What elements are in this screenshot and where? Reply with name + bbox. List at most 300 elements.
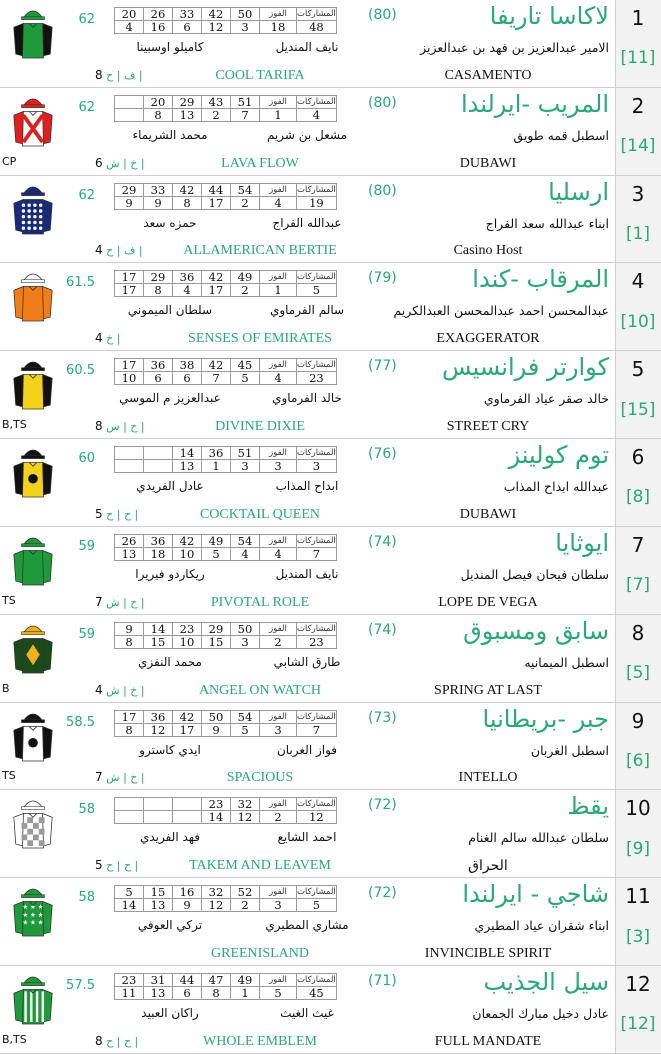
- stat-cell: 12: [297, 811, 337, 824]
- form-stats-table: [114, 534, 337, 561]
- stat-cell: 16: [144, 21, 173, 34]
- stat-cell: 8: [115, 723, 144, 736]
- stat-cell: 17: [115, 710, 144, 723]
- stat-cell: 6: [173, 372, 202, 385]
- draw-number: [10]: [620, 311, 656, 332]
- trainer-name: ايدي كاسترو: [139, 742, 201, 757]
- stat-cell: 52: [231, 886, 260, 899]
- stat-cell: 2: [260, 635, 297, 648]
- wins-header: الفوز: [260, 886, 297, 899]
- draw-number: [9]: [625, 838, 651, 859]
- stat-cell: 10: [115, 372, 144, 385]
- horse-name-arabic[interactable]: سيل الجذيب: [483, 968, 609, 997]
- stat-cell: [173, 798, 202, 811]
- horse-name-arabic[interactable]: يقظ: [567, 792, 609, 821]
- gear-info: [95, 770, 145, 784]
- runner-row[interactable]: [0, 0, 661, 88]
- rating: (74): [368, 621, 397, 638]
- stat-cell: 5: [231, 372, 260, 385]
- owner-name: اسطبل قمه طويق: [513, 127, 609, 143]
- stat-cell: 5: [297, 899, 337, 912]
- gear-codes: ح | س |: [106, 420, 145, 434]
- stat-cell: 5: [115, 886, 144, 899]
- jockey-silks-icon: [10, 884, 56, 940]
- stat-cell: 17: [173, 723, 202, 736]
- svg-text:★: ★: [22, 918, 29, 927]
- stat-cell: [115, 811, 144, 824]
- horse-name-english[interactable]: LAVA FLOW: [221, 155, 299, 171]
- horse-number: 7: [631, 532, 645, 557]
- stat-cell: 42: [173, 710, 202, 723]
- stat-cell: 3: [231, 635, 260, 648]
- weight: 59: [78, 538, 95, 554]
- jockey-silks-icon: [10, 709, 56, 765]
- gear-info: [95, 858, 138, 872]
- stat-cell: 36: [144, 710, 173, 723]
- gear-info: [95, 507, 138, 521]
- stat-cell: 19: [297, 196, 337, 209]
- jockey-name: فواز الغربان: [276, 742, 338, 757]
- gear-codes: خ |: [106, 332, 121, 346]
- stat-cell: 51: [231, 95, 260, 108]
- weight: 59: [78, 626, 95, 642]
- stat-cell: 49: [231, 271, 260, 284]
- equipment-label: B,TS: [2, 418, 27, 432]
- runner-row[interactable]: [0, 790, 661, 878]
- stat-cell: 9: [144, 196, 173, 209]
- horse-number: 2: [631, 93, 645, 118]
- draw-number: [15]: [620, 399, 656, 420]
- stat-cell: 8: [144, 108, 173, 121]
- trainer-name: عبدالعزيز م الموسي: [119, 391, 221, 406]
- horse-name-arabic[interactable]: كوارتر فرانسيس: [442, 353, 609, 382]
- stat-cell: 4: [173, 284, 202, 297]
- horse-name-arabic[interactable]: ايوثايا: [555, 528, 609, 557]
- horse-name-english[interactable]: ALLAMERICAN BERTIE: [183, 243, 337, 259]
- svg-text:★: ★: [22, 911, 29, 920]
- gear-codes: ح | ح |: [106, 859, 139, 873]
- horse-name-english[interactable]: SENSES OF EMIRATES: [188, 331, 332, 347]
- stat-cell: 36: [144, 359, 173, 372]
- starts-header: المشاركات: [297, 711, 336, 722]
- rating: (76): [368, 446, 397, 463]
- form-stats-table: [114, 446, 337, 473]
- starts-header: المشاركات: [297, 623, 336, 634]
- stat-cell: 29: [173, 95, 202, 108]
- stat-cell: 7: [231, 108, 260, 121]
- horse-number: 5: [631, 357, 645, 382]
- draw-number: [12]: [620, 1014, 656, 1035]
- gear-info: [95, 1034, 138, 1048]
- stat-cell: 50: [202, 710, 231, 723]
- runner-row[interactable]: [0, 703, 661, 791]
- draw-number: [8]: [625, 487, 651, 508]
- horse-number: 4: [631, 269, 645, 294]
- stat-cell: 12: [144, 723, 173, 736]
- horse-name-english[interactable]: TAKEM AND LEAVEM: [189, 858, 331, 874]
- jockey-silks-icon: [10, 269, 56, 325]
- gear-number: 4: [95, 243, 103, 258]
- starts-header: المشاركات: [297, 448, 336, 459]
- stat-cell: [115, 95, 144, 108]
- runner-row[interactable]: [0, 527, 661, 615]
- starts-header: المشاركات: [297, 272, 336, 283]
- gear-codes: خ | ش |: [106, 156, 145, 170]
- stat-cell: 9: [173, 899, 202, 912]
- stat-cell: 44: [202, 183, 231, 196]
- owner-name: عبدالمحسن احمد عبدالمحسن العبدالكريم: [393, 303, 609, 319]
- jockey-name: نايف المنديل: [275, 566, 339, 581]
- stat-cell: 17: [115, 284, 144, 297]
- horse-name-arabic[interactable]: المرقاب -كندا: [472, 265, 609, 294]
- stat-cell: 17: [115, 359, 144, 372]
- stat-cell: 2: [260, 811, 297, 824]
- gear-codes: ح | ش |: [106, 595, 145, 609]
- horse-name-arabic[interactable]: شاجي - ايرلندا: [462, 880, 609, 909]
- sire-name: DUBAWI: [459, 506, 517, 522]
- gear-codes: ف | ح |: [106, 244, 143, 258]
- horse-name-english[interactable]: PIVOTAL ROLE: [210, 594, 310, 610]
- form-stats-table: [114, 183, 337, 210]
- stat-cell: 51: [231, 447, 260, 460]
- trainer-name: عادل الفريدي: [136, 479, 204, 494]
- trainer-name: كاميلو اوسبينا: [136, 40, 204, 54]
- stat-cell: 13: [144, 899, 173, 912]
- equipment-label: CP: [2, 154, 17, 168]
- stat-cell: 3: [260, 460, 297, 473]
- wins-header: الفوز: [260, 622, 297, 635]
- draw-number: [14]: [620, 136, 656, 157]
- stat-cell: 31: [144, 974, 173, 987]
- gear-info: [95, 595, 145, 609]
- owner-name: اسطبل الميمانيه: [524, 654, 609, 670]
- stat-cell: [144, 447, 173, 460]
- horse-number: 8: [631, 620, 645, 645]
- rating: (71): [368, 973, 397, 990]
- runner-row[interactable]: [0, 878, 661, 966]
- starts-header: المشاركات: [297, 799, 336, 810]
- stat-cell: 45: [231, 359, 260, 372]
- runner-row[interactable]: [0, 439, 661, 527]
- stat-cell: 26: [144, 8, 173, 21]
- horse-name-english[interactable]: GREENISLAND: [211, 946, 309, 962]
- horse-name-english[interactable]: SPACIOUS: [226, 770, 294, 786]
- jockey-name: غيث الغيث: [280, 1006, 334, 1021]
- sire-name: DUBAWI: [459, 155, 517, 171]
- stat-cell: 42: [173, 183, 202, 196]
- rating: (80): [368, 7, 397, 23]
- stat-cell: 1: [260, 108, 297, 121]
- stat-cell: 17: [115, 271, 144, 284]
- jockey-silks-icon: [10, 182, 56, 238]
- stat-cell: 14: [202, 811, 231, 824]
- horse-number: 1: [631, 6, 645, 30]
- jockey-name: سالم الفرماوي: [269, 303, 345, 318]
- stat-cell: 42: [202, 271, 231, 284]
- stat-cell: 17: [202, 196, 231, 209]
- horse-number: 11: [625, 884, 651, 909]
- trainer-name: ريكاردو فيريرا: [135, 566, 205, 581]
- weight: 58.5: [66, 714, 95, 730]
- starts-header: المشاركات: [297, 9, 336, 19]
- trainer-name: تركي العوفي: [137, 918, 203, 933]
- stat-cell: 11: [115, 987, 144, 1000]
- stat-cell: 9: [115, 622, 144, 635]
- stat-cell: 26: [115, 534, 144, 547]
- owner-name: خالد صقر عياد الفرماوي: [483, 391, 609, 407]
- gear-number: 4: [95, 682, 103, 697]
- stat-cell: 3: [260, 723, 297, 736]
- stat-cell: 23: [297, 635, 337, 648]
- stat-cell: 23: [173, 622, 202, 635]
- stat-cell: 36: [144, 534, 173, 547]
- gear-codes: ف | ح |: [106, 68, 143, 82]
- horse-name-english[interactable]: COOL TARIFA: [215, 67, 305, 83]
- weight: 60: [78, 451, 95, 467]
- stat-cell: 5: [260, 987, 297, 1000]
- stat-cell: [173, 811, 202, 824]
- wins-header: الفوز: [260, 447, 297, 460]
- gear-number: 7: [95, 770, 103, 785]
- owner-name: سلطان عبدالله سالم الغنام: [468, 830, 609, 846]
- stat-cell: 5: [231, 723, 260, 736]
- trainer-name: راكان العبيد: [141, 1006, 199, 1021]
- stat-cell: 4: [260, 196, 297, 209]
- starts-header: المشاركات: [297, 96, 336, 107]
- stat-cell: 4: [260, 372, 297, 385]
- rating: (74): [368, 533, 397, 550]
- runner-row[interactable]: [0, 263, 661, 351]
- stat-cell: 14: [173, 447, 202, 460]
- form-stats-table: [114, 270, 337, 297]
- stat-cell: 6: [173, 21, 202, 34]
- svg-text:★: ★: [29, 903, 36, 912]
- stat-cell: [144, 798, 173, 811]
- stat-cell: 42: [202, 359, 231, 372]
- stat-cell: 6: [144, 372, 173, 385]
- gear-number: 8: [95, 67, 103, 82]
- equipment-label: TS: [2, 593, 16, 607]
- horse-name-arabic[interactable]: سابق ومسبوق: [463, 616, 609, 645]
- stat-cell: 18: [144, 547, 173, 560]
- jockey-name: احمد الشايع: [277, 830, 337, 845]
- stat-cell: 5: [297, 284, 337, 297]
- wins-header: الفوز: [260, 271, 297, 284]
- stat-cell: 15: [144, 635, 173, 648]
- jockey-silks-icon: [10, 796, 56, 852]
- jockey-silks-icon: [10, 94, 56, 150]
- stat-cell: 23: [202, 798, 231, 811]
- equipment-label: B: [2, 681, 10, 695]
- jockey-silks-icon: [10, 357, 56, 413]
- form-stats-table: [114, 95, 337, 122]
- runner-row[interactable]: [0, 88, 661, 176]
- sire-name: الحراق: [468, 859, 508, 875]
- draw-number: [3]: [625, 926, 651, 947]
- jockey-name: مشاري المطيري: [265, 918, 349, 933]
- gear-number: 4: [95, 331, 103, 346]
- runner-row[interactable]: [0, 351, 661, 439]
- owner-name: عادل دخيل مبارك الجمعان: [472, 1006, 609, 1022]
- jockey-silks-icon: [10, 972, 56, 1028]
- stat-cell: 33: [144, 183, 173, 196]
- stat-cell: 13: [173, 460, 202, 473]
- weight: 61.5: [66, 275, 95, 291]
- gear-codes: ح | ح |: [106, 1034, 139, 1048]
- jockey-name: نايف المنديل: [275, 40, 339, 54]
- rating: (80): [368, 94, 397, 111]
- sire-name: FULL MANDATE: [434, 1033, 542, 1049]
- gear-codes: خ | ش |: [106, 771, 145, 785]
- stat-cell: 45: [297, 987, 337, 1000]
- stat-cell: 9: [115, 196, 144, 209]
- stat-cell: [144, 811, 173, 824]
- jockey-name: ابداح المذاب: [275, 479, 339, 494]
- stat-cell: 10: [173, 635, 202, 648]
- weight: 57.5: [66, 978, 95, 994]
- owner-name: اسطبل الغربان: [530, 742, 609, 758]
- stat-cell: 12: [202, 21, 231, 34]
- jockey-silks-icon: [10, 533, 56, 589]
- draw-number: [5]: [625, 663, 651, 684]
- sire-name: INVINCIBLE SPIRIT: [424, 946, 552, 962]
- stat-cell: 42: [202, 8, 231, 21]
- owner-name: سلطان فيحان فيصل المنديل: [460, 566, 609, 582]
- gear-number: 8: [95, 1033, 103, 1048]
- stat-cell: 54: [231, 183, 260, 196]
- stat-cell: 47: [202, 974, 231, 987]
- wins-header: الفوز: [260, 183, 297, 196]
- weight: 62: [78, 187, 95, 203]
- wins-header: الفوز: [260, 359, 297, 372]
- horse-name-arabic[interactable]: ارسليا: [548, 177, 609, 206]
- gear-number: 7: [95, 594, 103, 609]
- stat-cell: 3: [231, 21, 260, 34]
- stat-cell: 48: [297, 21, 337, 34]
- stat-cell: 29: [202, 622, 231, 635]
- horse-name-english[interactable]: WHOLE EMBLEM: [203, 1033, 317, 1049]
- horse-name-arabic[interactable]: لاكاسا تاريفا: [489, 2, 609, 30]
- starts-header: المشاركات: [297, 184, 336, 195]
- trainer-name: حمزه سعد: [143, 215, 197, 230]
- stat-cell: 4: [231, 547, 260, 560]
- wins-header: الفوز: [260, 710, 297, 723]
- form-stats-table: [114, 358, 337, 385]
- jockey-silks-icon: [10, 621, 56, 677]
- horse-name-english[interactable]: COCKTAIL QUEEN: [199, 506, 321, 522]
- runner-row[interactable]: [0, 176, 661, 264]
- horse-number: 10: [625, 796, 651, 821]
- gear-info: [95, 683, 145, 697]
- rating: (73): [368, 709, 397, 726]
- horse-name-english[interactable]: ANGEL ON WATCH: [198, 682, 322, 698]
- draw-number: [11]: [620, 48, 656, 69]
- stat-cell: 42: [173, 534, 202, 547]
- svg-text:★: ★: [37, 903, 44, 912]
- stat-cell: 23: [297, 372, 337, 385]
- stat-cell: 7: [297, 723, 337, 736]
- stat-cell: 15: [202, 635, 231, 648]
- stat-cell: 18: [260, 21, 297, 34]
- owner-name: الامير عبدالعزيز بن فهد بن عبدالعزيز: [420, 40, 609, 55]
- stat-cell: 29: [115, 183, 144, 196]
- sire-name: LOPE DE VEGA: [438, 594, 538, 610]
- gear-info: [95, 68, 143, 82]
- stat-cell: 43: [202, 95, 231, 108]
- weight: 58: [78, 802, 95, 818]
- starts-header: المشاركات: [297, 975, 336, 986]
- svg-text:★: ★: [22, 903, 29, 912]
- stat-cell: 54: [231, 710, 260, 723]
- starts-header: المشاركات: [297, 535, 336, 546]
- form-stats-table: [114, 797, 337, 824]
- stat-cell: 44: [173, 974, 202, 987]
- stat-cell: 4: [260, 547, 297, 560]
- runner-row[interactable]: [0, 615, 661, 703]
- stat-cell: 2: [231, 284, 260, 297]
- jockey-silks-icon: [10, 445, 56, 501]
- gear-info: [95, 331, 120, 345]
- form-stats-table: [114, 622, 337, 649]
- sire-name: Casino Host: [453, 243, 523, 259]
- wins-header: الفوز: [260, 798, 297, 811]
- wins-header: الفوز: [260, 974, 297, 987]
- stat-cell: 9: [202, 723, 231, 736]
- trainer-name: محمد الشريماء: [132, 127, 208, 142]
- horse-number: 3: [631, 181, 645, 206]
- stat-cell: 12: [231, 811, 260, 824]
- rating: (77): [368, 358, 397, 375]
- stat-cell: 6: [173, 987, 202, 1000]
- stat-cell: [115, 108, 144, 121]
- horse-name-arabic[interactable]: المريب -ايرلندا: [460, 89, 609, 118]
- stat-cell: 13: [115, 547, 144, 560]
- horse-name-arabic[interactable]: توم كولينز: [508, 441, 609, 470]
- owner-name: عبدالله ابداح المذاب: [503, 479, 609, 495]
- form-stats-table: [114, 973, 337, 1000]
- stat-cell: 33: [173, 8, 202, 21]
- gear-info: [95, 156, 145, 170]
- gear-number: 5: [95, 506, 103, 521]
- stat-cell: 7: [297, 547, 337, 560]
- gear-info: [95, 419, 145, 433]
- trainer-name: محمد النفزي: [138, 654, 202, 669]
- stat-cell: 3: [260, 899, 297, 912]
- runner-row[interactable]: [0, 966, 661, 1054]
- gear-number: 6: [95, 155, 103, 170]
- svg-text:★: ★: [37, 918, 44, 927]
- trainer-name: فهد الفريدي: [139, 830, 201, 845]
- stat-cell: 10: [173, 547, 202, 560]
- stat-cell: 3: [231, 460, 260, 473]
- form-stats-table: [114, 7, 337, 34]
- sire-name: EXAGGERATOR: [436, 331, 540, 347]
- weight: 58: [78, 890, 95, 906]
- starts-header: المشاركات: [297, 887, 336, 898]
- weight: 62: [78, 12, 95, 27]
- horse-name-english[interactable]: DIVINE DIXIE: [215, 419, 305, 435]
- rating: (72): [368, 797, 397, 814]
- gear-codes: خ | ش |: [106, 683, 145, 697]
- stat-cell: 32: [202, 886, 231, 899]
- sire-name: CASAMENTO: [444, 67, 532, 83]
- stat-cell: 50: [231, 622, 260, 635]
- jockey-name: عبدالله الفراج: [272, 215, 342, 230]
- rating: (79): [368, 270, 397, 287]
- jockey-name: مشعل بن شريم: [266, 127, 348, 142]
- horse-name-arabic[interactable]: جبر -بريطانيا: [482, 704, 609, 733]
- starts-header: المشاركات: [297, 360, 336, 371]
